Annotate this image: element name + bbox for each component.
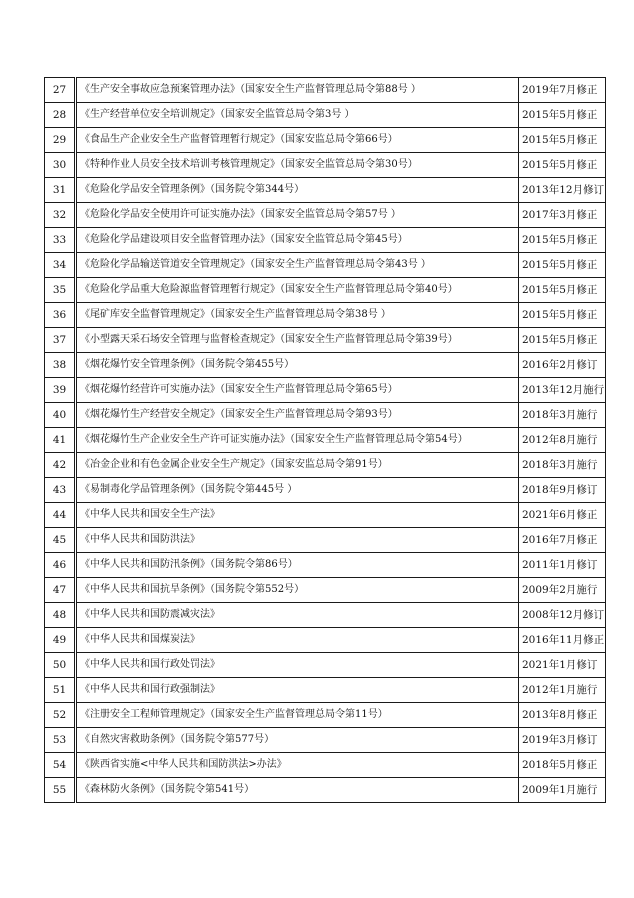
revision-date-cell: 2015年5月修正 [519, 303, 606, 328]
row-number-cell: 41 [45, 428, 76, 453]
regulation-name-cell: 《生产经营单位安全培训规定》（国家安全监管总局令第3号 ） [76, 103, 519, 128]
row-number-cell: 36 [45, 303, 76, 328]
table-row [45, 178, 606, 203]
revision-date-cell: 2012年1月施行 [519, 678, 606, 703]
table-row [45, 128, 606, 153]
revision-date-cell: 2012年8月施行 [519, 428, 606, 453]
row-number-cell: 38 [45, 353, 76, 378]
regulation-name-cell: 《烟花爆竹经营许可实施办法》（国家安全生产监督管理总局令第65号） [76, 378, 519, 403]
revision-date-cell: 2018年3月施行 [519, 453, 606, 478]
regulation-name-cell: 《食品生产企业安全生产监督管理暂行规定》（国家安监总局令第66号） [76, 128, 519, 153]
regulations-table-body [45, 78, 606, 803]
revision-date-cell: 2019年7月修正 [519, 78, 606, 103]
revision-date-cell: 2018年9月修订 [519, 478, 606, 503]
row-number-cell: 52 [45, 703, 76, 728]
regulation-name-cell: 《危险化学品建设项目安全监督管理办法》（国家安全监管总局令第45号） [76, 228, 519, 253]
regulation-name-cell: 《自然灾害救助条例》（国务院令第577号） [76, 728, 519, 753]
row-number-cell: 46 [45, 553, 76, 578]
regulation-name-cell: 《森林防火条例》（国务院令第541号） [76, 778, 519, 803]
row-number-cell: 54 [45, 753, 76, 778]
revision-date-cell: 2011年1月修订 [519, 553, 606, 578]
table-row [45, 378, 606, 403]
table-row [45, 553, 606, 578]
row-number-cell: 40 [45, 403, 76, 428]
revision-date-cell: 2013年12月修订 [519, 178, 606, 203]
regulation-name-cell: 《注册安全工程师管理规定》（国家安全生产监督管理总局令第11号） [76, 703, 519, 728]
regulation-name-cell: 《中华人民共和国抗旱条例》（国务院令第552号） [76, 578, 519, 603]
revision-date-cell: 2021年1月修订 [519, 653, 606, 678]
table-row [45, 603, 606, 628]
revision-date-cell: 2016年7月修正 [519, 528, 606, 553]
row-number-cell: 30 [45, 153, 76, 178]
row-number-cell: 28 [45, 103, 76, 128]
row-number-cell: 45 [45, 528, 76, 553]
regulation-name-cell: 《危险化学品安全管理条例》（国务院令第344号） [76, 178, 519, 203]
regulation-name-cell: 《危险化学品安全使用许可证实施办法》（国家安全监管总局令第57号 ） [76, 203, 519, 228]
regulation-name-cell: 《烟花爆竹生产企业安全生产许可证实施办法》（国家安全生产监督管理总局令第54号） [76, 428, 519, 453]
revision-date-cell: 2021年6月修正 [519, 503, 606, 528]
regulation-name-cell: 《中华人民共和国防震减灾法》 [76, 603, 519, 628]
table-row [45, 253, 606, 278]
table-row [45, 428, 606, 453]
table-row [45, 728, 606, 753]
regulation-name-cell: 《尾矿库安全监督管理规定》（国家安全生产监督管理总局令第38号 ） [76, 303, 519, 328]
regulation-name-cell: 《烟花爆竹安全管理条例》（国务院令第455号） [76, 353, 519, 378]
regulation-name-cell: 《小型露天采石场安全管理与监督检查规定》（国家安全生产监督管理总局令第39号） [76, 328, 519, 353]
row-number-cell: 49 [45, 628, 76, 653]
table-row [45, 303, 606, 328]
regulation-name-cell: 《中华人民共和国煤炭法》 [76, 628, 519, 653]
regulations-table [44, 77, 606, 803]
regulation-name-cell: 《陕西省实施<中华人民共和国防洪法>办法》 [76, 753, 519, 778]
regulation-name-cell: 《中华人民共和国安全生产法》 [76, 503, 519, 528]
row-number-cell: 48 [45, 603, 76, 628]
table-row [45, 528, 606, 553]
row-number-cell: 37 [45, 328, 76, 353]
row-number-cell: 34 [45, 253, 76, 278]
table-row [45, 203, 606, 228]
revision-date-cell: 2015年5月修正 [519, 128, 606, 153]
row-number-cell: 44 [45, 503, 76, 528]
table-row [45, 653, 606, 678]
table-row [45, 503, 606, 528]
table-row [45, 678, 606, 703]
revision-date-cell: 2015年5月修正 [519, 328, 606, 353]
revision-date-cell: 2008年12月修订 [519, 603, 606, 628]
table-row [45, 78, 606, 103]
table-row [45, 703, 606, 728]
table-row [45, 328, 606, 353]
revision-date-cell: 2013年12月施行 [519, 378, 606, 403]
regulation-name-cell: 《特种作业人员安全技术培训考核管理规定》（国家安全监管总局令第30号） [76, 153, 519, 178]
revision-date-cell: 2009年1月施行 [519, 778, 606, 803]
row-number-cell: 29 [45, 128, 76, 153]
regulation-name-cell: 《危险化学品输送管道安全管理规定》（国家安全生产监督管理总局令第43号 ） [76, 253, 519, 278]
regulation-name-cell: 《冶金企业和有色金属企业安全生产规定》（国家安监总局令第91号） [76, 453, 519, 478]
revision-date-cell: 2015年5月修正 [519, 103, 606, 128]
table-row [45, 753, 606, 778]
revision-date-cell: 2016年11月修正 [519, 628, 606, 653]
row-number-cell: 47 [45, 578, 76, 603]
row-number-cell: 50 [45, 653, 76, 678]
revision-date-cell: 2018年3月施行 [519, 403, 606, 428]
regulation-name-cell: 《中华人民共和国防汛条例》（国务院令第86号） [76, 553, 519, 578]
row-number-cell: 53 [45, 728, 76, 753]
revision-date-cell: 2019年3月修订 [519, 728, 606, 753]
revision-date-cell: 2009年2月施行 [519, 578, 606, 603]
table-row [45, 478, 606, 503]
row-number-cell: 31 [45, 178, 76, 203]
regulation-name-cell: 《生产安全事故应急预案管理办法》（国家安全生产监督管理总局令第88号 ） [76, 78, 519, 103]
table-row [45, 403, 606, 428]
revision-date-cell: 2018年5月修正 [519, 753, 606, 778]
row-number-cell: 55 [45, 778, 76, 803]
regulation-name-cell: 《危险化学品重大危险源监督管理暂行规定》（国家安全生产监督管理总局令第40号） [76, 278, 519, 303]
revision-date-cell: 2016年2月修订 [519, 353, 606, 378]
revision-date-cell: 2017年3月修正 [519, 203, 606, 228]
revision-date-cell: 2015年5月修正 [519, 278, 606, 303]
table-row [45, 278, 606, 303]
table-row [45, 228, 606, 253]
regulation-name-cell: 《中华人民共和国防洪法》 [76, 528, 519, 553]
row-number-cell: 27 [45, 78, 76, 103]
table-row [45, 353, 606, 378]
row-number-cell: 35 [45, 278, 76, 303]
table-row [45, 153, 606, 178]
table-row [45, 628, 606, 653]
row-number-cell: 42 [45, 453, 76, 478]
revision-date-cell: 2015年5月修正 [519, 253, 606, 278]
revision-date-cell: 2013年8月修正 [519, 703, 606, 728]
regulation-name-cell: 《烟花爆竹生产经营安全规定》（国家安全生产监督管理总局令第93号） [76, 403, 519, 428]
row-number-cell: 43 [45, 478, 76, 503]
regulation-name-cell: 《易制毒化学品管理条例》（国务院令第445号 ） [76, 478, 519, 503]
table-row [45, 778, 606, 803]
table-row [45, 578, 606, 603]
table-row [45, 103, 606, 128]
row-number-cell: 32 [45, 203, 76, 228]
regulation-name-cell: 《中华人民共和国行政处罚法》 [76, 653, 519, 678]
revision-date-cell: 2015年5月修正 [519, 153, 606, 178]
regulation-name-cell: 《中华人民共和国行政强制法》 [76, 678, 519, 703]
row-number-cell: 33 [45, 228, 76, 253]
revision-date-cell: 2015年5月修正 [519, 228, 606, 253]
table-row [45, 453, 606, 478]
row-number-cell: 51 [45, 678, 76, 703]
row-number-cell: 39 [45, 378, 76, 403]
